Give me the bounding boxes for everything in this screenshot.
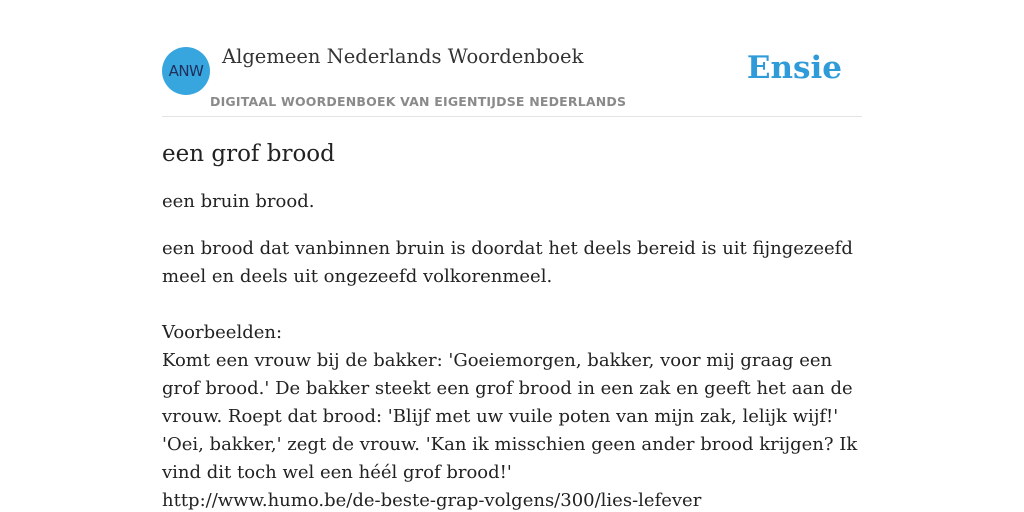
anw-logo[interactable]: ANW [162,47,210,95]
entry-term: een grof brood [162,141,335,167]
site-subtitle: DIGITAAL WOORDENBOEK VAN EIGENTIJDSE NEDERLANDS [210,94,627,109]
example-source-link[interactable]: http://www.humo.be/de-beste-grap-volgens/300/lies-lefever [162,490,702,511]
ensie-brand-logo[interactable]: Ensie [746,50,842,86]
site-title[interactable]: Algemeen Nederlands Woordenboek [222,45,584,68]
site-header [162,0,862,117]
short-definition: een bruin brood. [162,191,315,212]
examples-label: Voorbeelden: [162,322,283,343]
example-text: Komt een vrouw bij de bakker: 'Goeiemorgen, bakker, voor mij graag een grof brood.' De bakker steekt een grof brood in een zak en geeft het aan de vrouw. Roept dat brood: 'Blijf met uw vuile poten van mijn zak, lelijk wijf!' 'Oei, bakker,' zegt de vrouw. 'Kan ik misschien geen ander brood krijgen? Ik vind dit toch wel een héél grof brood!' [162,350,858,483]
long-definition: een brood dat vanbinnen bruin is doordat het deels bereid is uit fijngezeefd meel en deels uit ongezeefd volkorenmeel. [162,238,853,287]
dictionary-entry [162,139,862,512]
